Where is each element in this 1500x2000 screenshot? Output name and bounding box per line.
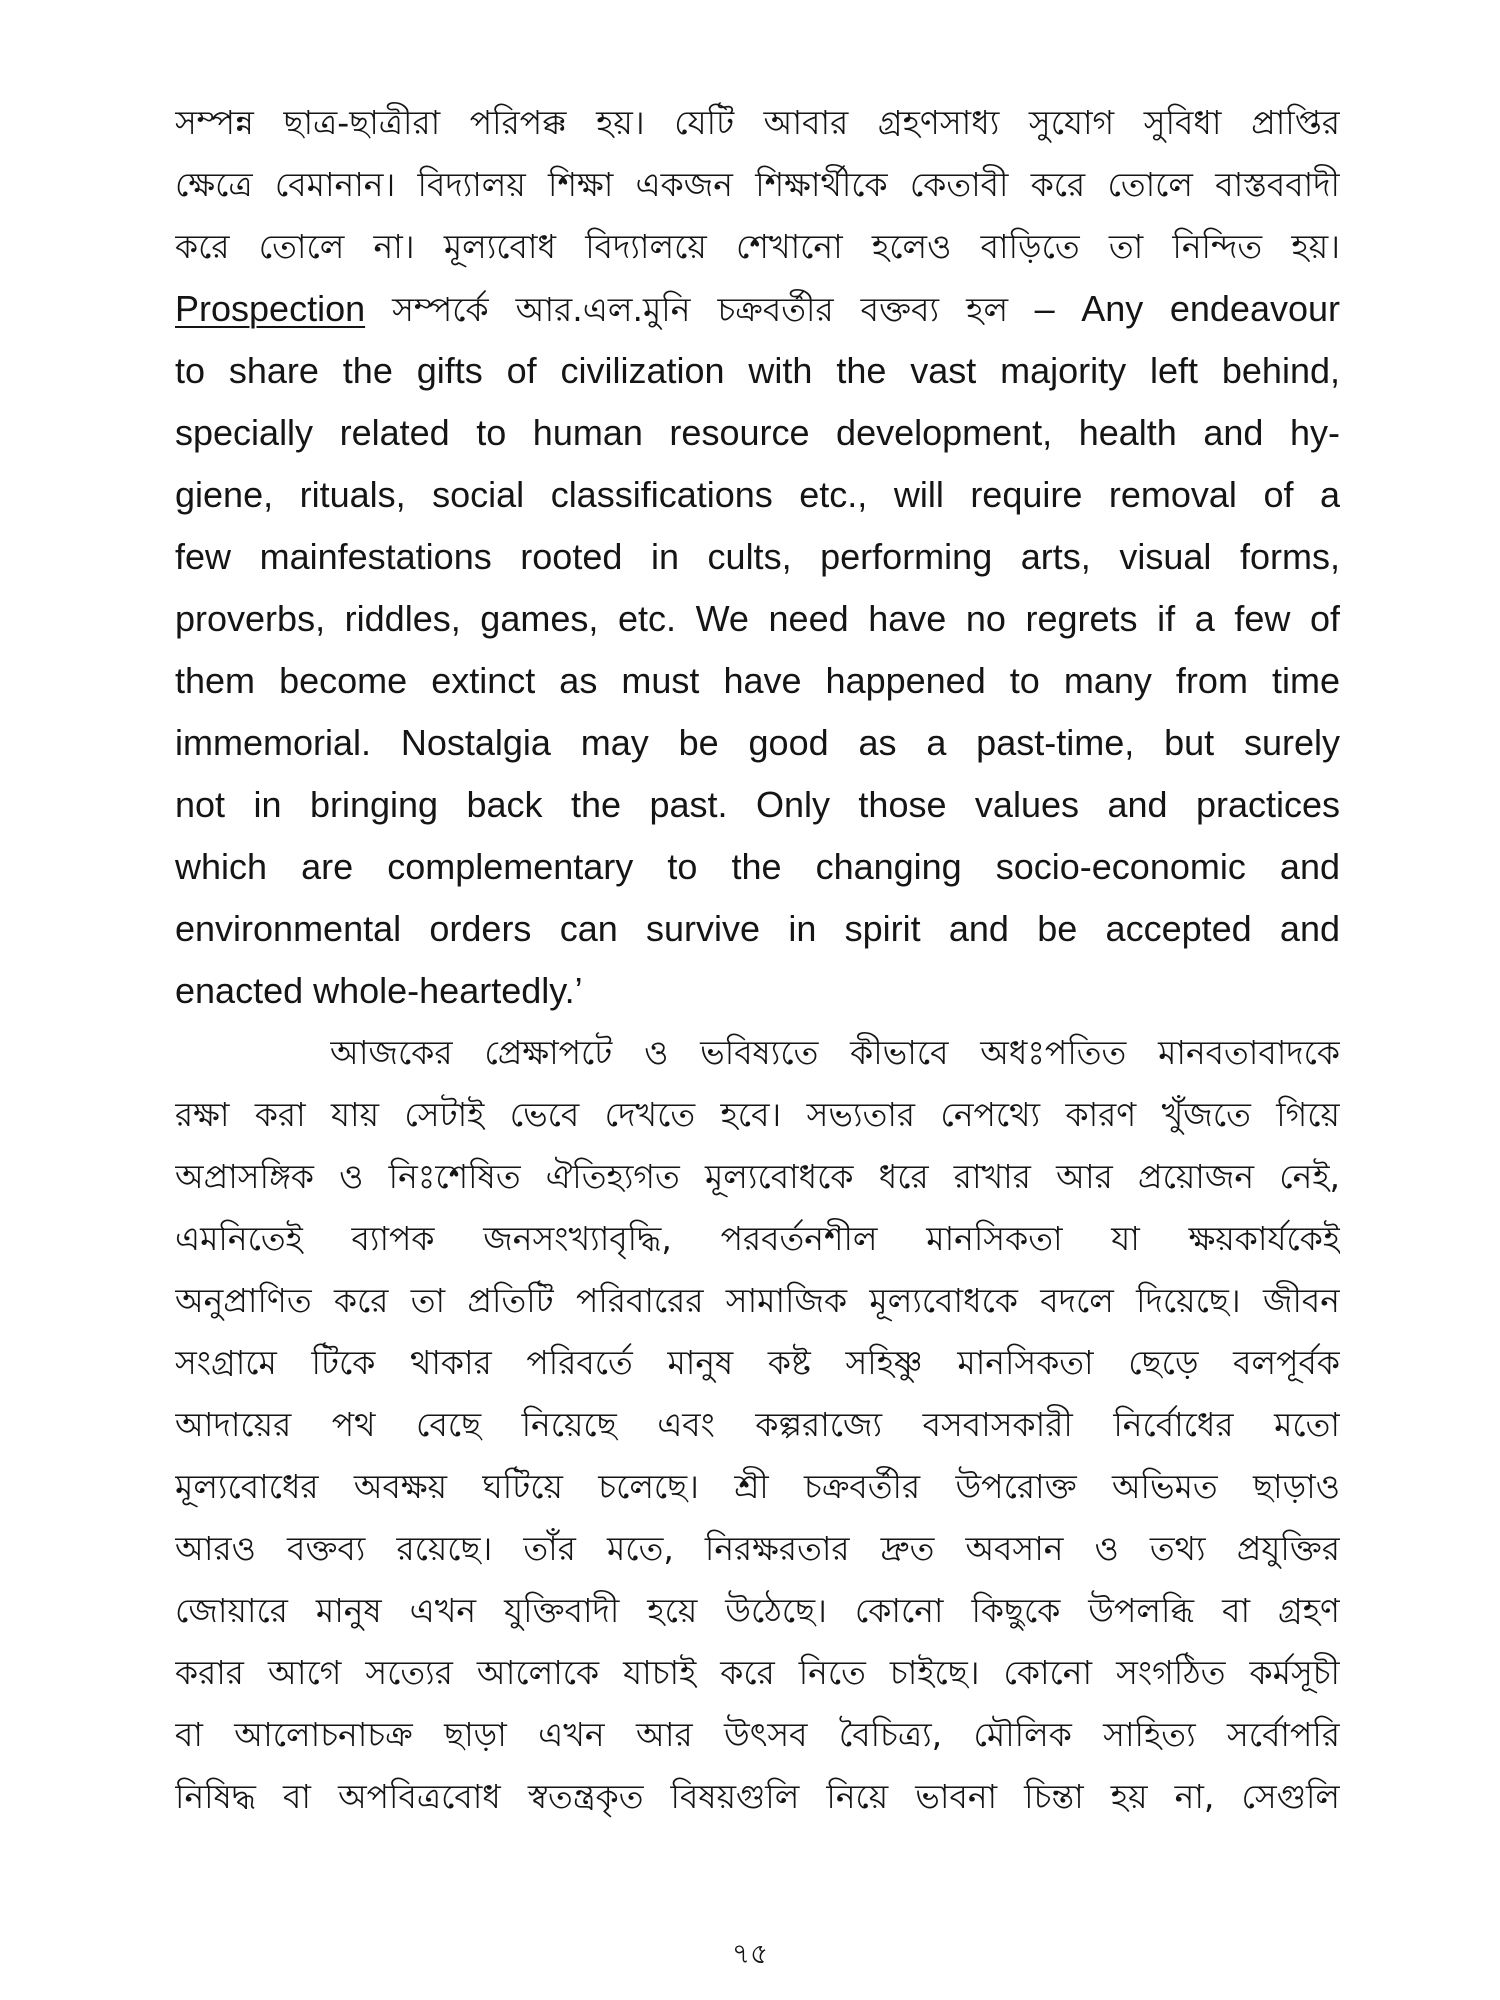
text-line: করে তোলে না। মূল্যবোধ বিদ্যালয়ে শেখানো হলেও বাড়িতে তা নিন্দিত হয়।	[175, 227, 1340, 266]
text-line: অনুপ্রাণিত করে তা প্রতিটি পরিবারের সামাজিক মূল্যবোধকে বদলে দিয়েছে। জীবন	[175, 1281, 1340, 1320]
quote-line: not in bringing back the past. Only those values and practices	[175, 784, 1340, 825]
prospection-bengali-text: সম্পর্কে আর.এল.মুনি চক্রবর্তীর বক্তব্য হল	[365, 290, 1009, 329]
text-line: সম্পন্ন ছাত্র-ছাত্রীরা পরিপক্ক হয়। যেটি আবার গ্রহণসাধ্য সুযোগ সুবিধা প্রাপ্তির	[175, 103, 1340, 142]
text-line: ক্ষেত্রে বেমানান। বিদ্যালয় শিক্ষা একজন শিক্ষার্থীকে কেতাবী করে তোলে বাস্তববাদী	[175, 165, 1340, 204]
quote-line: giene, rituals, social classifications etc., will require removal of a	[175, 474, 1340, 515]
text-line: করার আগে সত্যের আলোকে যাচাই করে নিতে চাইছে। কোনো সংগঠিত কর্মসূচী	[175, 1653, 1340, 1692]
quote-line: few mainfestations rooted in cults, performing arts, visual forms,	[175, 536, 1340, 577]
text-line: জোয়ারে মানুষ এখন যুক্তিবাদী হয়ে উঠেছে। কোনো কিছুকে উপলব্ধি বা গ্রহণ	[175, 1591, 1340, 1630]
text-line: এমনিতেই ব্যাপক জনসংখ্যাবৃদ্ধি, পরবর্তনশীল মানসিকতা যা ক্ষয়কার্যকেই	[175, 1219, 1340, 1258]
text-line: আদায়ের পথ বেছে নিয়েছে এবং কল্পরাজ্যে বসবাসকারী নির্বোধের মতো	[175, 1405, 1340, 1444]
text-line: রক্ষা করা যায় সেটাই ভেবে দেখতে হবে। সভ্যতার নেপথ্যে কারণ খুঁজতে গিয়ে	[175, 1095, 1340, 1134]
prospection-line	[175, 278, 1340, 340]
quote-line: them become extinct as must have happened to many from time	[175, 660, 1340, 701]
quote-line: proverbs, riddles, games, etc. We need have no regrets if a few of	[175, 598, 1340, 639]
text-line: অপ্রাসঙ্গিক ও নিঃশেষিত ঐতিহ্যগত মূল্যবোধকে ধরে রাখার আর প্রয়োজন নেই,	[175, 1157, 1340, 1196]
text-line: আরও বক্তব্য রয়েছে। তাঁর মতে, নিরক্ষরতার দ্রুত অবসান ও তথ্য প্রযুক্তির	[175, 1529, 1340, 1568]
text-line: সংগ্রামে টিকে থাকার পরিবর্তে মানুষ কষ্ট সহিষ্ণু মানসিকতা ছেড়ে বলপূর্বক	[175, 1343, 1340, 1382]
quote-line: immemorial. Nostalgia may be good as a past-time, but surely	[175, 722, 1340, 763]
quote-line: specially related to human resource development, health and hy-	[175, 412, 1340, 453]
quote-line: enacted whole-heartedly.’	[175, 970, 583, 1011]
prospection-english-text: – Any endeavour	[1008, 288, 1340, 329]
text-line: বা আলোচনাচক্র ছাড়া এখন আর উৎসব বৈচিত্র্য, মৌলিক সাহিত্য সর্বোপরি	[175, 1715, 1340, 1754]
text-line: আজকের প্রেক্ষাপটে ও ভবিষ্যতে কীভাবে অধঃপতিত মানবতাবাদকে	[330, 1033, 1340, 1072]
quote-line: environmental orders can survive in spirit and be accepted and	[175, 908, 1340, 949]
quote-line: to share the gifts of civilization with the vast majority left behind,	[175, 350, 1340, 391]
prospection-term: Prospection	[175, 288, 366, 329]
text-line: নিষিদ্ধ বা অপবিত্রবোধ স্বতন্ত্রকৃত বিষয়গুলি নিয়ে ভাবনা চিন্তা হয় না, সেগুলি	[175, 1777, 1340, 1816]
quote-line: which are complementary to the changing socio-economic and	[175, 846, 1340, 887]
text-line: মূল্যবোধের অবক্ষয় ঘটিয়ে চলেছে। শ্রী চক্রবর্তীর উপরোক্ত অভিমত ছাড়াও	[175, 1467, 1340, 1506]
page-number: ৭৫	[731, 1937, 769, 1970]
